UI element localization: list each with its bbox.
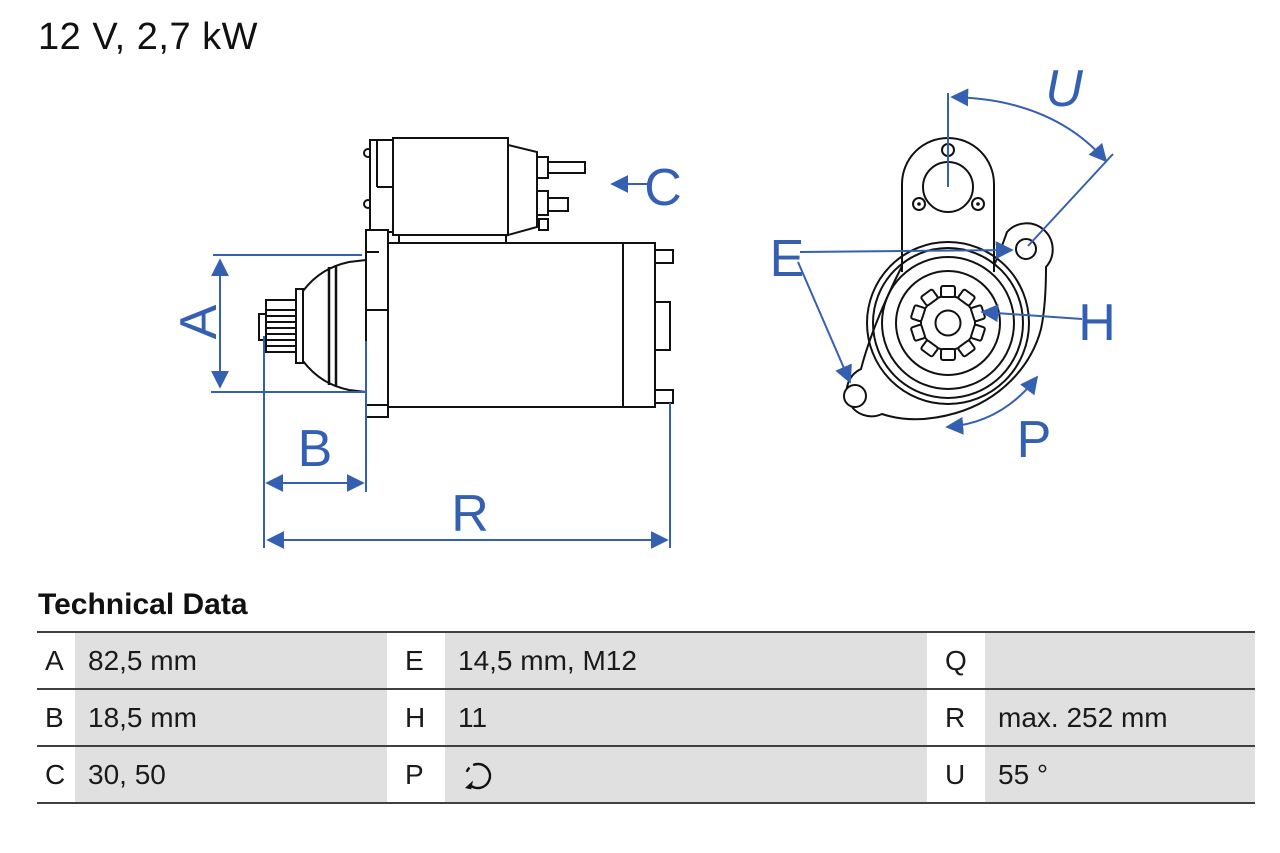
- terminal-stud-30: [548, 162, 585, 173]
- terminal-stud-50: [548, 198, 568, 211]
- table-row: [37, 689, 1255, 746]
- end-cap: [623, 243, 655, 407]
- dim-label-r: R: [451, 485, 489, 543]
- param-key: U: [927, 746, 985, 803]
- bolt-hole-lower: [844, 385, 866, 407]
- dim-label-b: B: [297, 420, 333, 478]
- table-row: [37, 632, 1255, 689]
- param-key: R: [927, 689, 985, 746]
- solenoid-nose: [508, 145, 537, 235]
- param-value: 82,5 mm: [75, 632, 387, 689]
- table-row: [37, 746, 1255, 803]
- dim-label-a: A: [170, 304, 228, 340]
- param-key: P: [387, 746, 445, 803]
- pinion-gear: [266, 300, 296, 352]
- drive-housing: [303, 260, 366, 392]
- param-value: 11: [445, 689, 927, 746]
- param-value: 14,5 mm, M12: [445, 632, 927, 689]
- param-key: B: [37, 689, 75, 746]
- solenoid-body: [393, 138, 508, 235]
- rotation-ccw-icon: [458, 756, 498, 796]
- param-key: E: [387, 632, 445, 689]
- param-key: H: [387, 689, 445, 746]
- dim-label-p: P: [1016, 411, 1052, 469]
- dim-label-e: E: [769, 230, 805, 288]
- side-view: [259, 138, 673, 417]
- dim-label-u: U: [1045, 60, 1083, 118]
- spline-gear: [911, 286, 986, 360]
- dim-label-h: H: [1078, 294, 1116, 352]
- param-value: [985, 632, 1255, 689]
- param-key: A: [37, 632, 75, 689]
- technical-data-heading: Technical Data: [38, 588, 248, 621]
- mounting-flange: [366, 230, 388, 405]
- page-title: 12 V, 2,7 kW: [38, 16, 259, 58]
- param-key: Q: [927, 632, 985, 689]
- param-value: max. 252 mm: [985, 689, 1255, 746]
- param-key: C: [37, 746, 75, 803]
- dim-label-c: C: [644, 159, 682, 217]
- technical-data-table: [37, 631, 1255, 804]
- param-value: 30, 50: [75, 746, 387, 803]
- param-value: [445, 746, 927, 803]
- motor-body: [388, 243, 623, 407]
- param-value: 55 °: [985, 746, 1255, 803]
- param-value: 18,5 mm: [75, 689, 387, 746]
